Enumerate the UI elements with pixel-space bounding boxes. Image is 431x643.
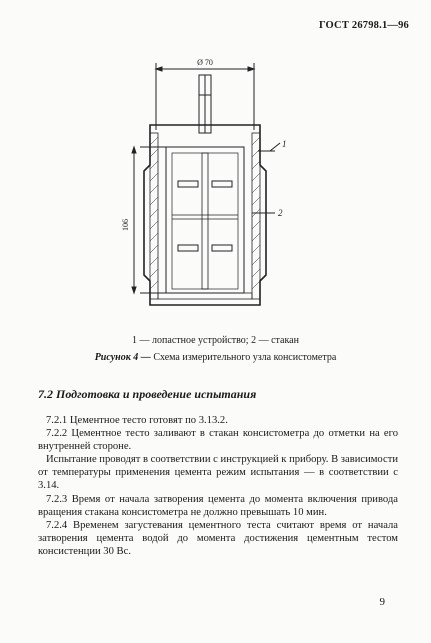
standard-number: ГОСТ 26798.1—96 <box>318 20 409 31</box>
inner-chamber <box>166 147 244 293</box>
paragraph: 7.2.2 Цементное тесто заливают в стакан консистометра до отметки на его внутренней стороне. <box>38 428 398 453</box>
paragraph: Испытание проводят в соответствии с инструкцией к прибору. В зависимости от температуры применения цемента режим испытания — в соответствии с 3.14. <box>38 454 398 492</box>
caption-label: Рисунок 4 — <box>94 352 151 363</box>
paragraph: 7.2.4 Временем загустевания цементного теста считают время от начала затворения цемента водой до момента достижения цементным тестом консистенции 30 Вс. <box>38 519 398 557</box>
consistometer-diagram <box>110 55 330 325</box>
paddle-blade <box>212 245 232 251</box>
height-label: 106 <box>121 219 130 231</box>
caption-text: Схема измерительного узла консистометра <box>150 352 337 363</box>
callout-1-label: 1 <box>282 139 287 149</box>
figure-caption <box>0 352 431 363</box>
section-body <box>38 414 398 558</box>
paddle-blade <box>212 181 232 187</box>
diameter-label: Ø 70 <box>197 58 213 67</box>
figure-legend: 1 — лопастное устройство; 2 — стакан <box>132 335 299 346</box>
section-heading: 7.2 Подготовка и проведение испытания <box>38 387 257 401</box>
page-number: 9 <box>379 596 385 608</box>
paddle-axis <box>202 153 208 289</box>
paddle-blade <box>178 181 198 187</box>
paragraph: 7.2.1 Цементное тесто готовят по 3.13.2. <box>46 415 228 426</box>
callout-2-label: 2 <box>278 208 283 218</box>
paddle-blade <box>178 245 198 251</box>
paragraph: 7.2.3 Время от начала затворения цемента до момента включения привода вращения стакана консистометра не должно превышать 10 мин. <box>38 493 398 518</box>
